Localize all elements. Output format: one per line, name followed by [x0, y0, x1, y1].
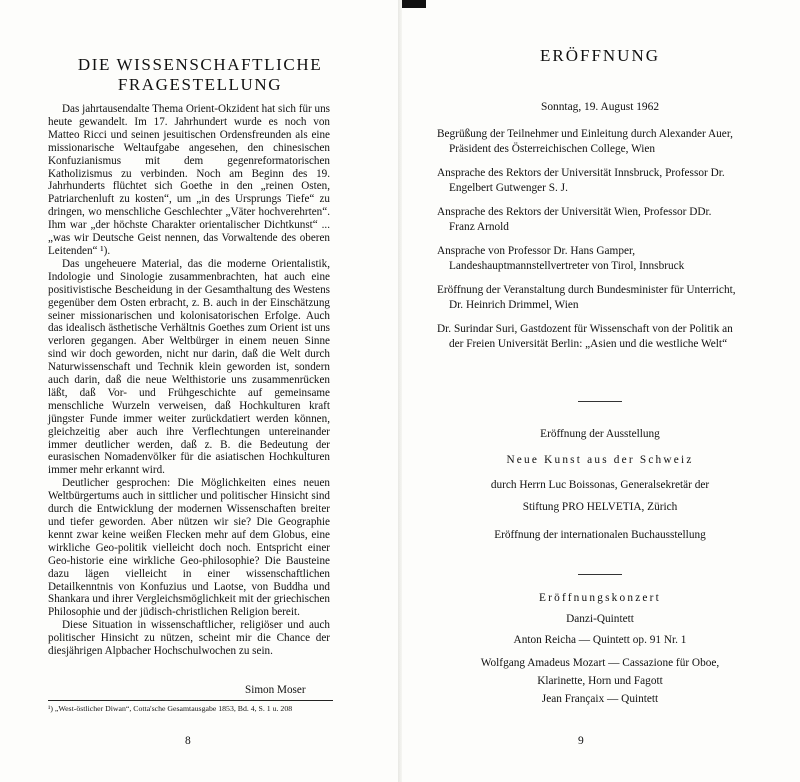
program-item: Ansprache von Professor Dr. Hans Gamper, Landeshauptmannstellvertreter von Tirol, Innsbruck [437, 245, 685, 272]
concert-piece-continued: Klarinette, Horn und Fagott [537, 675, 663, 687]
exhibition-name: Neue Kunst aus der Schweiz [506, 454, 694, 466]
paragraph: Das ungeheuere Material, das die moderne Orientalistik, Indologie und Sinologie zusammenbrachten, hat auch eine positivistische Bescheidung in der Gesamthaltung des Westens gegenüber dem Osten erbracht, z. B. auch in der Einschätzung seiner missionarischen und kolonisatorischen Erfolge. Auch das idealisch ästhetische Verhältnis Goethes zum Orient ist uns verloren gegangen. Aber Weltbürger in einem neuen Sinne sind wir doch geworden, nicht nur darin, daß die Welt durch Naturwissenschaft und Technik klein geworden ist, sondern auch darin, daß die neue Welthistorie uns zusammenrücken läßt, daß Vor- und Frühgeschichte auf gemeinsame menschliche Wurzeln verweisen, daß Hochkulturen kraft jüngster Funde immer weiter zurückdatiert werden können, gleichzeitig aber auch ihre Verflechtungen untereinander immer deutlicher werden, daß z. B. die Bedeutung der eurasischen Nomadenvölker für die asiatischen Hochkulturen immer mehr erkannt wird. [48, 257, 330, 477]
program-item: Begrüßung der Teilnehmer und Einleitung durch Alexander Auer, Präsident des Österreichischen College, Wien [437, 128, 733, 155]
section-divider [578, 574, 622, 575]
program-item: Eröffnung der Veranstaltung durch Bundesminister für Unterricht, Dr. Heinrich Drimmel, Wien [437, 284, 736, 311]
concert-piece: Anton Reicha — Quintett op. 91 Nr. 1 [513, 634, 687, 646]
program-item: Dr. Surindar Suri, Gastdozent für Wissenschaft von der Politik an der Freien Universität Berlin: „Asien und die westliche Welt“ [437, 323, 733, 350]
concert-ensemble: Danzi-Quintett [566, 613, 634, 625]
exhibition-heading: Eröffnung der Ausstellung [540, 428, 660, 440]
exhibition-organizer: Stiftung PRO HELVETIA, Zürich [522, 501, 678, 513]
concert-heading: Eröffnungskonzert [539, 592, 661, 604]
page-number: 9 [578, 735, 584, 747]
essay-body [48, 103, 330, 658]
program-list [437, 127, 737, 361]
paragraph: Das jahrtausendalte Thema Orient-Okzident hat sich für uns heute gewandelt. Im 17. Jahrhundert wurde es noch von Matteo Ricci und seinen jesuitischen Ordensfreunden als eine missionarische Weltaufgabe angesehen, den chinesischen Konfuzianismus mit dem gegenreformatorischen Katholizismus zu verbinden. Noch am Beginn des 19. Jahrhunderts flüchtet sich Goethe in den „reinen Osten, Patriarchenluft zu kosten“, um „in des Ursprungs Tiefe“ zu dringen, wo menschliche Geschlechter „Väter hochverehrten“. Ihm war „der höchste Charakter orientalischer Dichtkunst“ ... „was wir Deutsche Geist nennen, das Vorwaltende des oberen Leitenden“ ¹). [48, 103, 331, 257]
program-item: Ansprache des Rektors der Universität Wien, Professor DDr. Franz Arnold [437, 206, 712, 233]
section-divider [578, 401, 622, 402]
event-date: Sonntag, 19. August 1962 [540, 101, 660, 113]
paragraph: Diese Situation in wissenschaftlicher, religiöser und auch politischer Hinsicht zu nützen, scheint mir die Chance der diesjährigen Alpbacher Hochschulwochen zu sein. [48, 619, 330, 658]
footnote-divider [48, 700, 333, 701]
right-page [400, 0, 800, 782]
concert-piece: Wolfgang Amadeus Mozart — Cassazione für Oboe, [480, 657, 720, 669]
page-title-line-2: FRAGESTELLUNG [117, 75, 283, 94]
exhibition-opened-by: durch Herrn Luc Boissonas, Generalsekretär der [490, 479, 710, 491]
book-exhibition-line: Eröffnung der internationalen Buchausstellung [494, 529, 706, 541]
footnote: ¹) „West-östlicher Diwan“, Cotta'sche Gesamtausgabe 1853, Bd. 4, S. 1 u. 208 [48, 704, 293, 713]
page-title: ERÖFFNUNG [539, 46, 661, 65]
author-signature: Simon Moser [245, 684, 306, 696]
program-item: Ansprache des Rektors der Universität Innsbruck, Professor Dr. Engelbert Gutwenger S. J. [437, 167, 725, 194]
page-number: 8 [185, 735, 191, 747]
page-title-line-1: DIE WISSENSCHAFTLICHE [77, 55, 323, 74]
concert-piece: Jean Françaix — Quintett [541, 693, 659, 705]
paragraph: Deutlicher gesprochen: Die Möglichkeiten eines neuen Weltbürgertums auch in sittlicher und politischer Hinsicht sind durch die Entwicklung der modernen Wissenschaften breiter und tiefer geworden. Aber nützen wir sie? Die Geographie kennt zwar keine weißen Flecken mehr auf dem Globus, eine wirkliche Geo-politik vielleicht doch noch. Entspricht einer Geo-historie eine wirkliche Geo-philosophie? Die Bausteine dazu lägen vielleicht in einer wissenschaftlichen Detailkenntnis von Konfuzius und Laotse, von Buddha und Shankara und ihrer Vergleichsmöglichkeit mit der griechischen Philosophie und der jüdisch-christlichen Religion bereit. [48, 477, 330, 619]
